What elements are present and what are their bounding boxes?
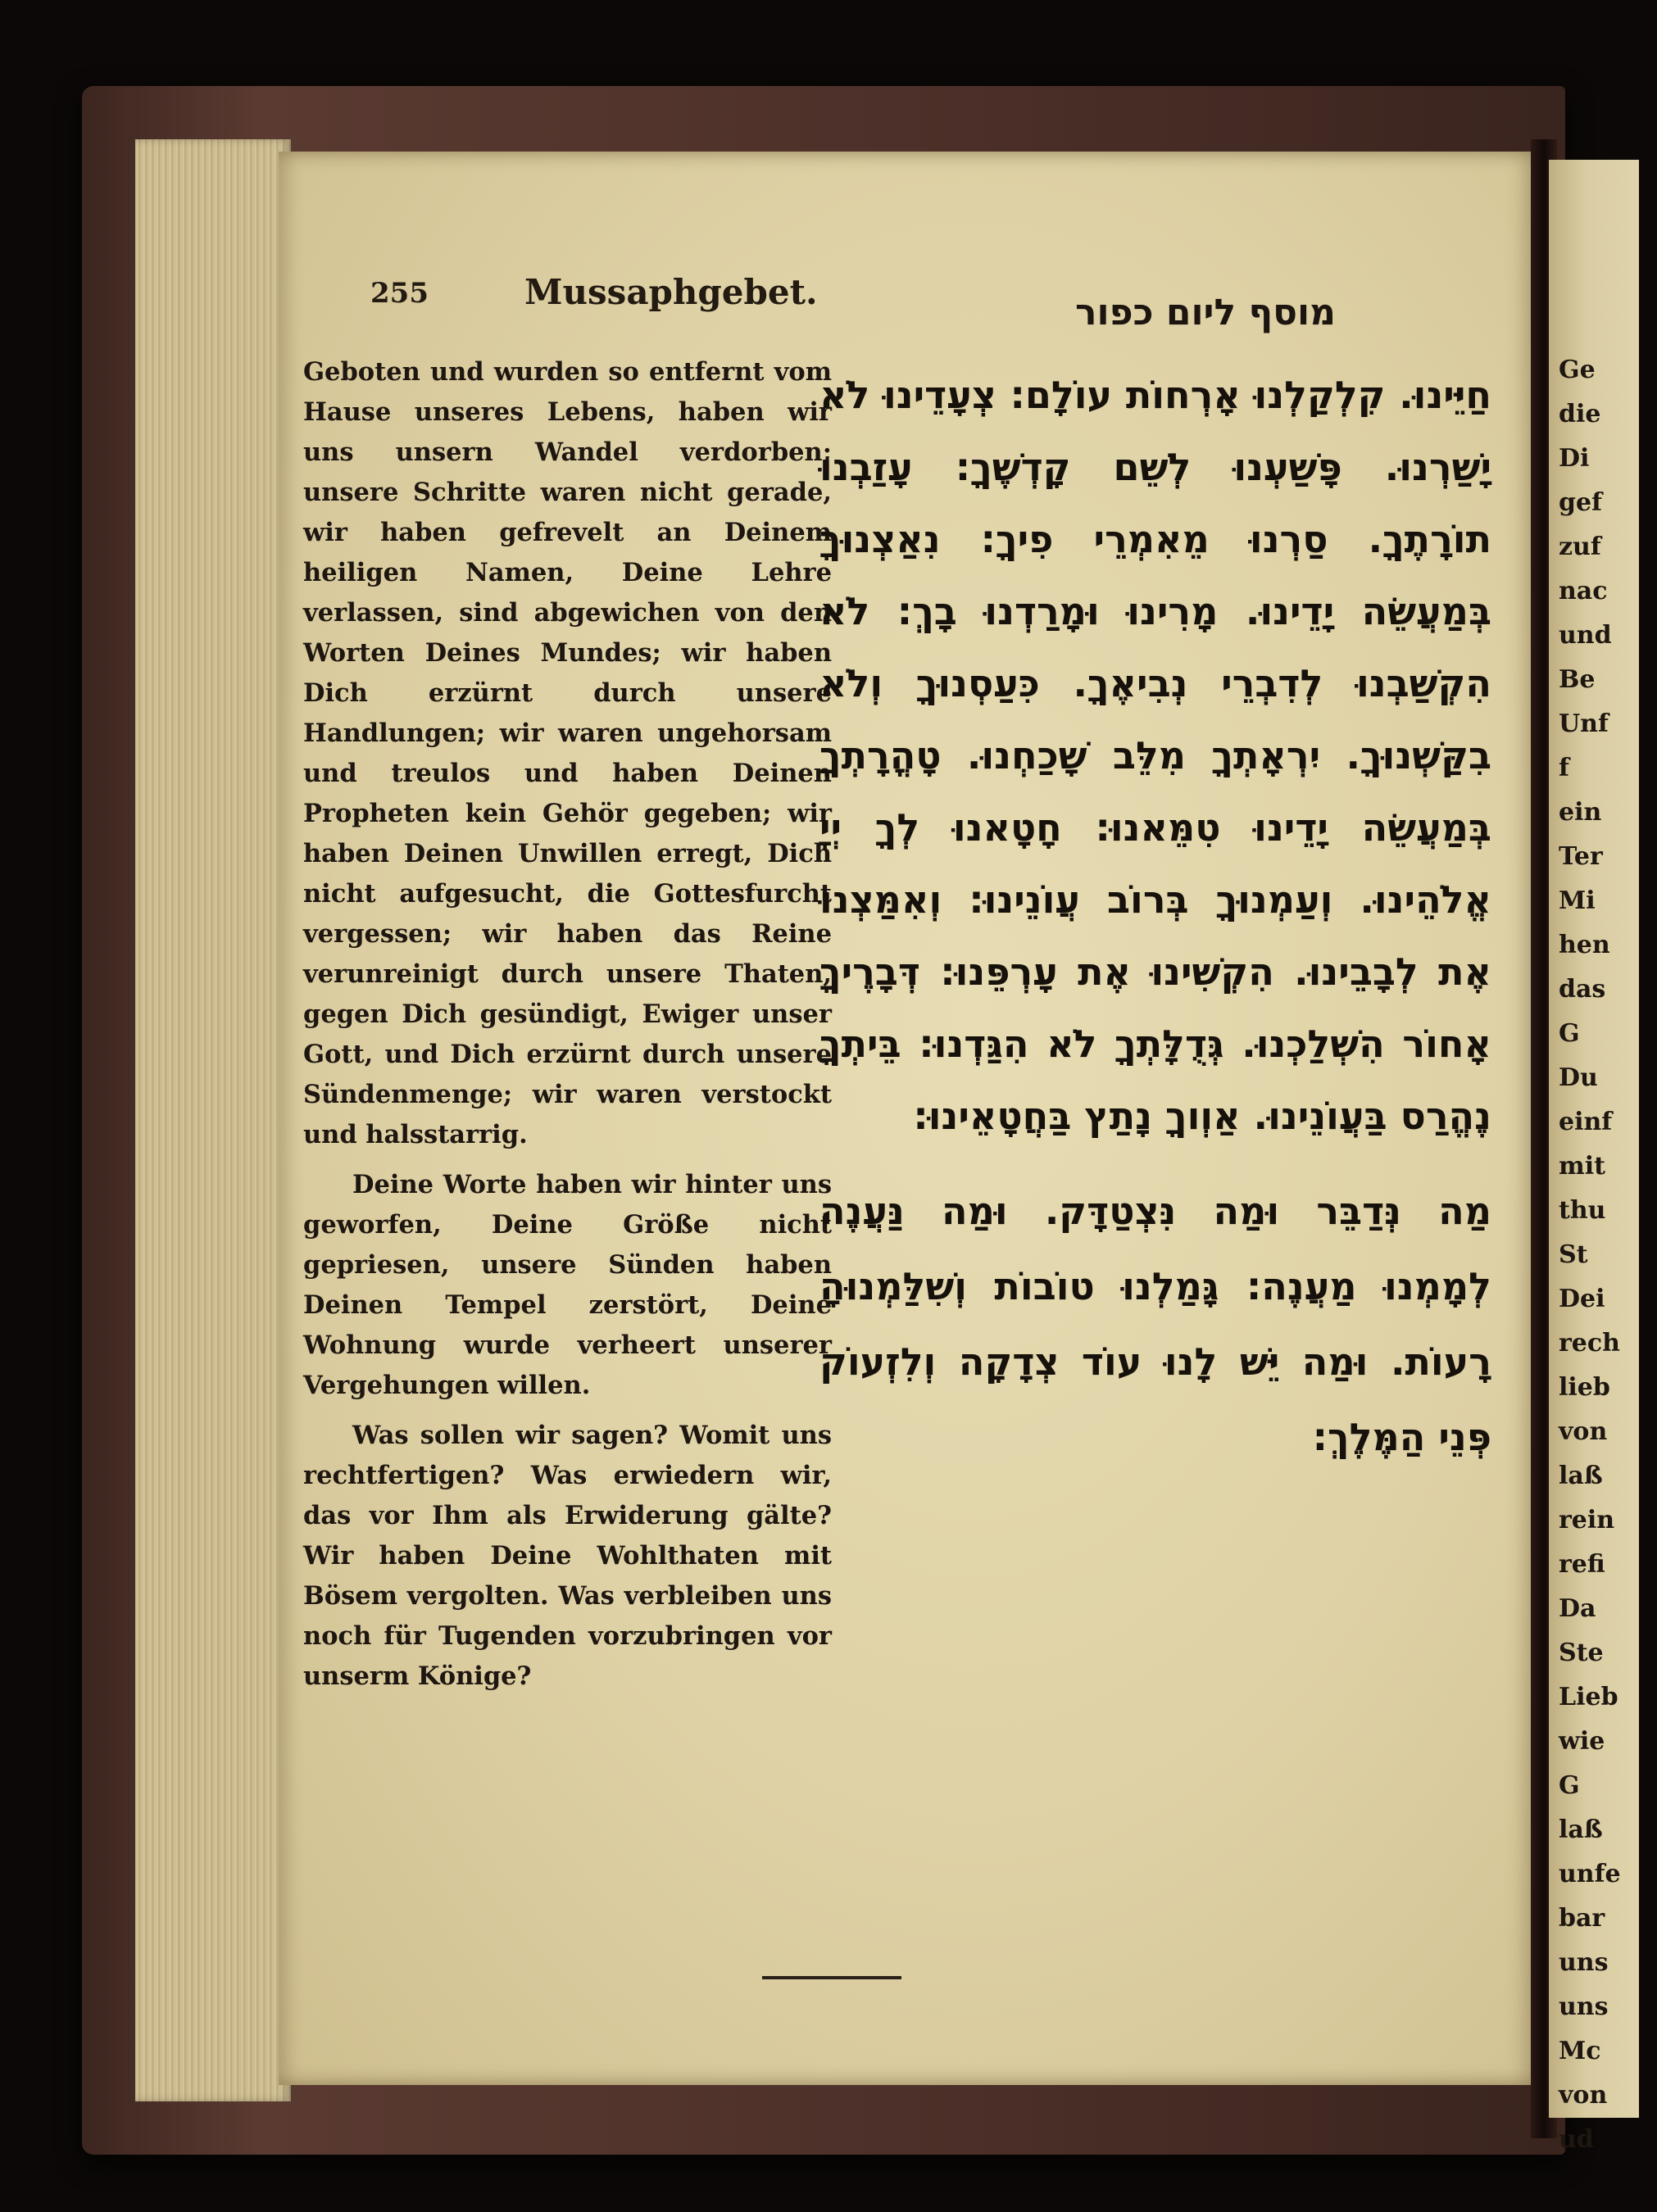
facing-page-fragment: gef bbox=[1559, 488, 1602, 517]
hebrew-block-1: חַיֵּינוּ. קִלְקַלְנוּ אָרְחוֹת עוֹלָם: צְעָדֵינוּ לֹא יָשַׁרְנוּ. פָּשַׁעְנוּ לְשֵׁם קָדְשֶׁךָ: עָזַבְנוּ תוֹרָתֶךָ. סַרְנוּ מֵאִמְרֵי פִיךָ: נִאַצְנוּךָ בְּמַעֲשֵׂה יָדֵינוּ. מָרִינוּ וּמָרַדְנוּ בָךְ: לֹא הִקְשַׁבְנוּ לְדִבְרֵי נְבִיאֶךָ. כִּעַסְנוּךָ וְלֹא בִקַּשְׁנוּךָ. יִרְאָתְךָ מִלֵּב שָׁכַחְנוּ. טָהֳרָתְךָ בְּמַעֲשֵׂה יָדֵינוּ טִמֵּאנוּ: חָטָאנוּ לְךָ יְיָ אֱלֹהֵינוּ. וְעַמְנוּךָ בְּרוֹב עֲוֹנֵינוּ: וְאִמַּצְנוּ אֶת לְבָבֵינוּ. הִקְשִׁינוּ אֶת עָרְפֵּנוּ: דְּבָרֶיךָ אָחוֹר הִשְׁלַכְנוּ. גְּדֻלָּתְךָ לֹא הִגַּדְנוּ: בֵּיתְךָ נֶהֱרַס בַּעֲוֹנֵינוּ. אַוְוךָ נָתַץ בַּחֲטָאֵינוּ: bbox=[819, 373, 1491, 1138]
facing-page-fragment: und bbox=[1559, 621, 1612, 650]
facing-page-fragment: Be bbox=[1559, 665, 1596, 694]
facing-page-fragment: hen bbox=[1559, 931, 1610, 959]
facing-page-fragment: St bbox=[1559, 1240, 1588, 1269]
facing-page-fragment: nac bbox=[1559, 577, 1608, 605]
facing-page-fragment: G bbox=[1559, 1019, 1580, 1048]
facing-page-fragment: Mc bbox=[1559, 2037, 1601, 2065]
hebrew-column bbox=[819, 359, 1491, 1475]
facing-page-fragment: refi bbox=[1559, 1550, 1605, 1579]
facing-page-fragment: Du bbox=[1559, 1063, 1598, 1092]
facing-page bbox=[1549, 160, 1639, 2154]
facing-page-fragment: G bbox=[1559, 1771, 1580, 1800]
hebrew-block-2: מַה נְּדַבֵּר וּמַה נִּצְטַדָּק. וּמַה נַּעֲנֶה לְמָמְנוּ מַעֲנֶה: גָּמַלְנוּ טוֹבוֹת וְשִׁלַּמְנוּהָ רָעוֹת. וּמַה יֵּשׁ לָנוּ עוֹד צְדָקָה וְלִזְעוֹק פְּנֵי הַמֶּלֶךְ: bbox=[819, 1189, 1491, 1459]
hebrew-title: מוסף ליום כפור bbox=[1075, 292, 1336, 333]
facing-page-fragment: f bbox=[1559, 754, 1569, 782]
facing-page-fragment: rein bbox=[1559, 1506, 1615, 1534]
facing-page-fragment: uns bbox=[1559, 1948, 1609, 1977]
page-number: 255 bbox=[370, 277, 429, 310]
facing-page-fragment: Ter bbox=[1559, 842, 1603, 871]
facing-page-fragment: uns bbox=[1559, 1992, 1609, 2021]
facing-page-fragment: Dei bbox=[1559, 1285, 1605, 1313]
facing-page-fragment: Ge bbox=[1559, 356, 1596, 384]
page-edges bbox=[135, 139, 291, 2101]
facing-page-fragment: wie bbox=[1559, 1727, 1605, 1756]
facing-page-fragment: von bbox=[1559, 1417, 1608, 1446]
facing-page-fragment: Lieb bbox=[1559, 1683, 1618, 1711]
facing-page-fragment: Unf bbox=[1559, 709, 1609, 738]
facing-page-fragment: von bbox=[1559, 2081, 1608, 2110]
facing-page-fragment: ud bbox=[1559, 2125, 1594, 2154]
facing-page-fragment: rech bbox=[1559, 1329, 1620, 1358]
german-column bbox=[303, 352, 832, 1697]
german-paragraph-3: Was sollen wir sagen? Womit uns rechtfertigen? Was erwiedern wir, das vor Ihm als Erwiderung gälte? Wir haben Deine Wohlthaten mit Bösem vergolten. Was verbleiben uns noch für Tugenden vorzubringen vor unserm Könige? bbox=[303, 1421, 832, 1691]
facing-page-fragment: laß bbox=[1559, 1462, 1603, 1490]
running-title: Mussaphgebet. bbox=[524, 272, 818, 312]
german-paragraph-2: Deine Worte haben wir hinter uns geworfen, Deine Größe nicht gepriesen, unsere Sünden haben Deinen Tempel zerstört, Deine Wohnung wurde verheert unserer Vergehungen willen. bbox=[303, 1170, 832, 1400]
facing-page-fragment: Ste bbox=[1559, 1639, 1604, 1667]
facing-page-fragment: ein bbox=[1559, 798, 1602, 827]
facing-page-fragment: einf bbox=[1559, 1108, 1613, 1136]
facing-page-fragment: Di bbox=[1559, 444, 1590, 473]
facing-page-fragment: mit bbox=[1559, 1152, 1605, 1181]
facing-page-fragment: thu bbox=[1559, 1196, 1606, 1225]
facing-page-fragment: bar bbox=[1559, 1904, 1605, 1933]
facing-page-fragment: Mi bbox=[1559, 886, 1596, 915]
facing-page-fragment: zuf bbox=[1559, 533, 1601, 561]
facing-page-fragment: das bbox=[1559, 975, 1606, 1004]
facing-page-fragment: Da bbox=[1559, 1594, 1596, 1623]
facing-page-text bbox=[1559, 348, 1657, 2162]
facing-page-fragment: die bbox=[1559, 400, 1601, 428]
bottom-rule bbox=[762, 1976, 901, 1979]
facing-page-fragment: laß bbox=[1559, 1815, 1603, 1844]
german-paragraph-1: Geboten und wurden so entfernt vom Hause unseres Lebens, haben wir uns unsern Wandel verdorben; unsere Schritte waren nicht gerade, wir haben gefrevelt an Deinem heiligen Namen, Deine Lehre verlassen, sind abgewichen von den Worten Deines Mundes; wir haben Dich erzürnt durch unsere Handlungen; wir waren ungehorsam und treulos und haben Deinen Propheten kein Gehör gegeben; wir haben Deinen Unwillen erregt, Dich nicht aufgesucht, die Gottesfurcht vergessen; wir haben das Reine verunreinigt durch unsere Thaten, gegen Dich gesündigt, Ewiger unser Gott, und Dich erzürnt durch unsere Sündenmenge; wir waren verstockt und halsstarrig. bbox=[303, 357, 832, 1149]
facing-page-fragment: lieb bbox=[1559, 1373, 1610, 1402]
facing-page-fragment: unfe bbox=[1559, 1860, 1621, 1888]
